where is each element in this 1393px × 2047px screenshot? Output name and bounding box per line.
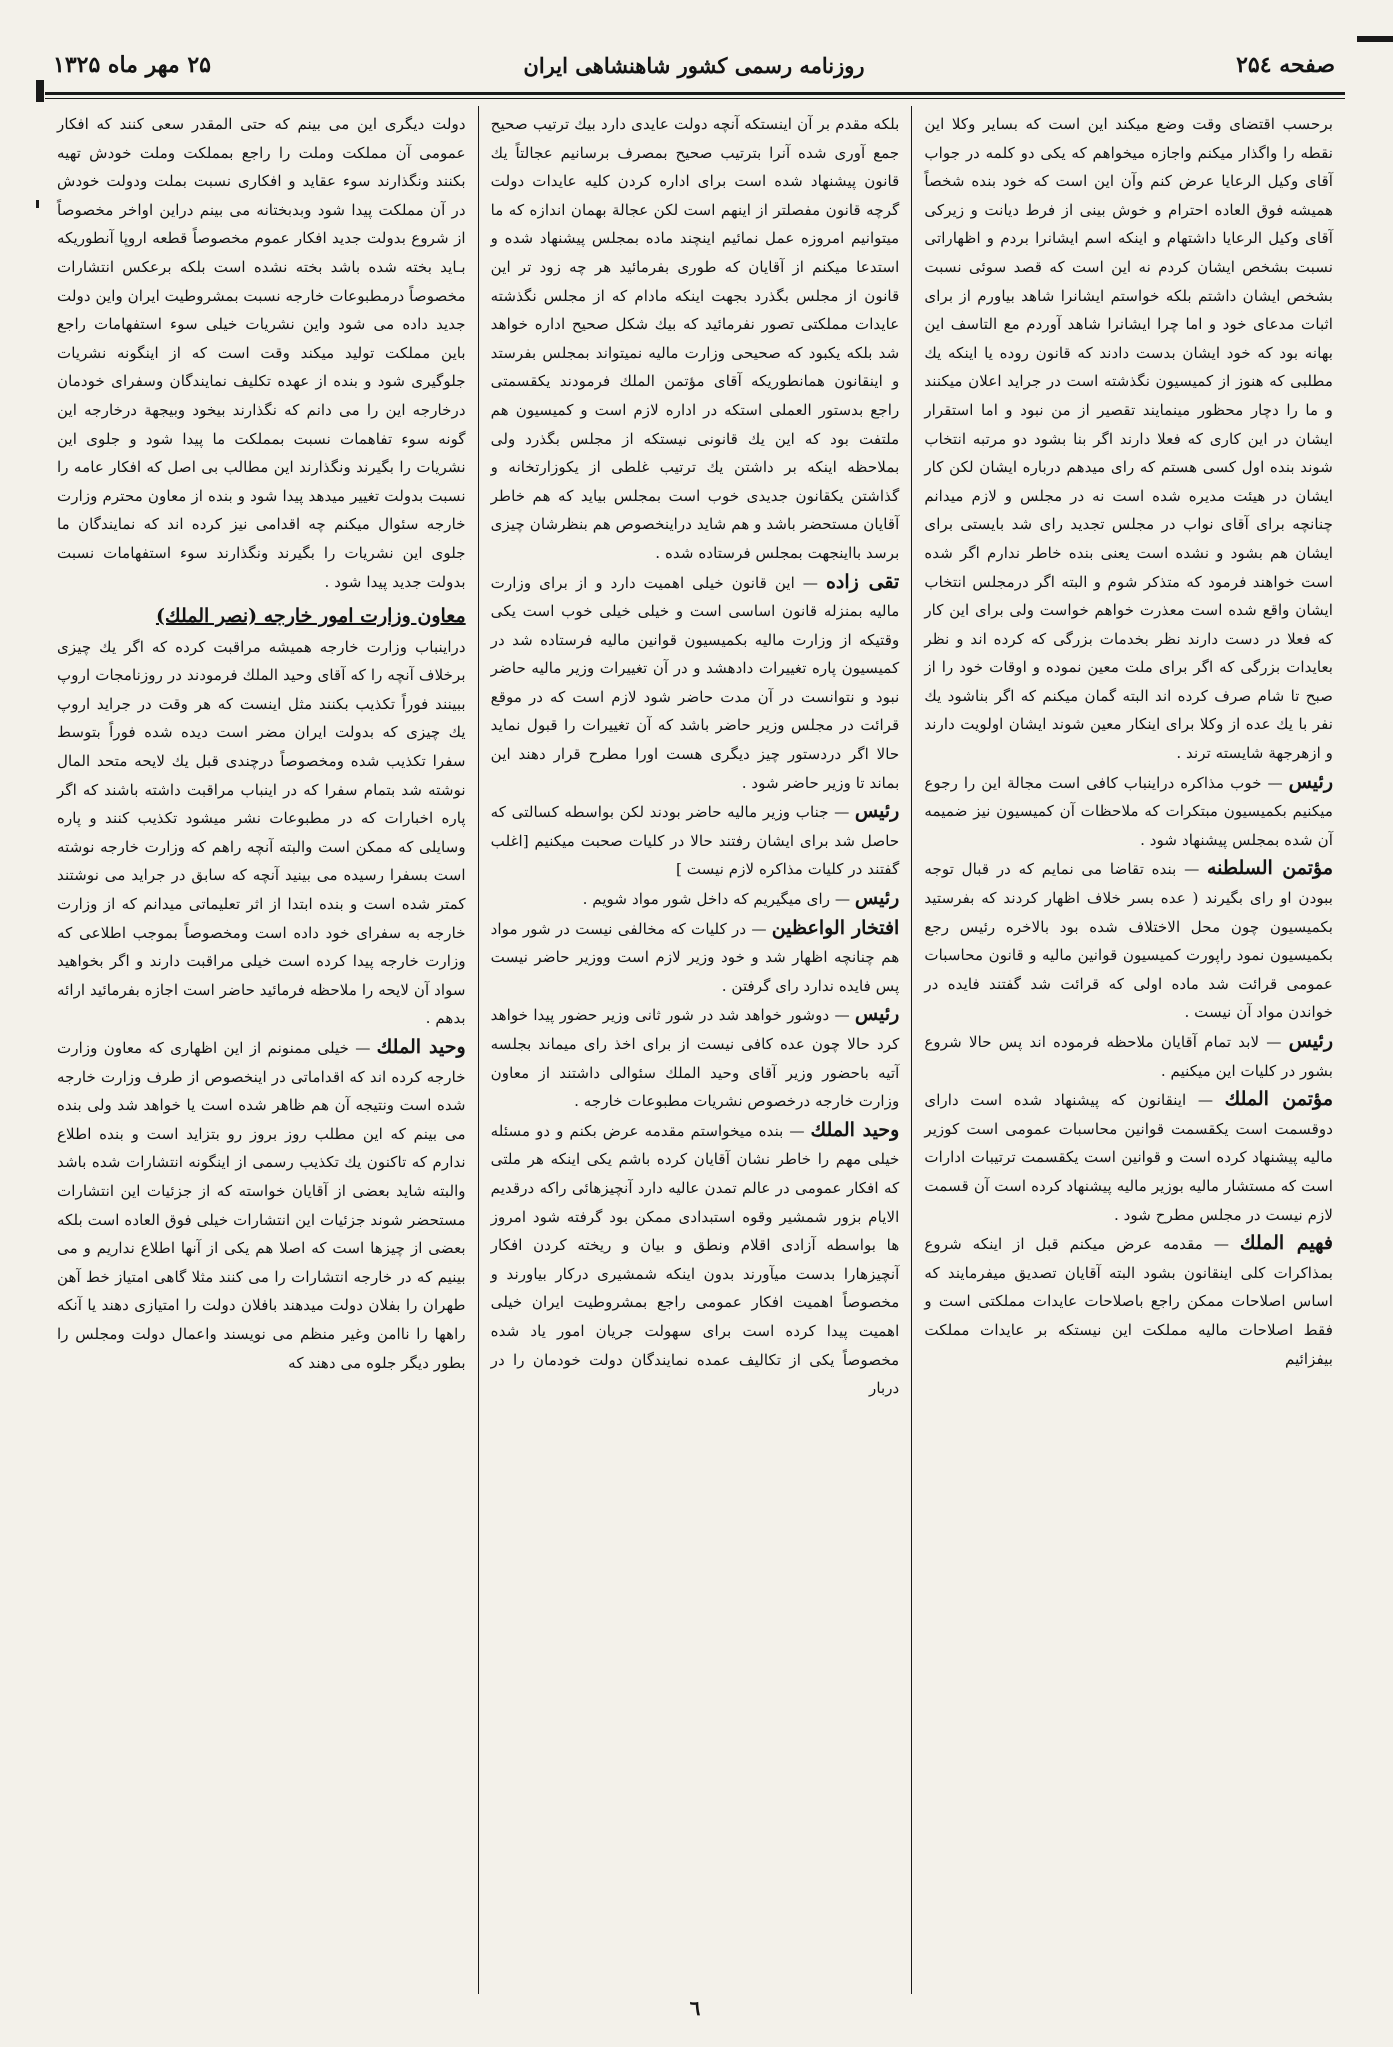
page-footer-marker: ٦ — [689, 1996, 701, 2020]
speech-paragraph — [491, 1116, 900, 1403]
speech-text: دوشور خواهد شد در شور ثانی وزیر حضور پیدا خواهد کرد حالا چون عده کافی نیست از برای اخذ رای میماند بجلسه آتیه باحضور وزیر آقای وحید الملك سئوالی داشتند از معاون وزارت خارجه درخصوص نشریات مطبوعات خارجه . — [490, 1006, 900, 1111]
body-paragraph: دراینباب وزارت خارجه همیشه مراقبت کرده که اگر یك چیزی برخلاف آنچه را که آقای وحید الملك فرمودند در روزنامجات اروپ ببینند فوراً تکذیب بکنند مثل اینست که هر وقت در جراید اروپ یك چیزی که بدولت ایران مضر است دیده شده فوراً بتوسط سفرا تکذیب شده ومخصوصاً درچندی قبل یك لایحه متحد المال نوشته شد بتمام سفرا که در اینباب مراقبت داشته باشند که اگر پاره اخبارات که در مطبوعات نشر میشود تکذیب کنند و پاره وسایلی که ممکن است والبته آنچه راهم که وزارت خارجه نوشته است بسفرا رسیده می بینید آنچه که سابق در جراید می نوشتند کمتر شده است و بنده ابتدا از اثر تعلیماتی میدانم که از وزارت خارجه به سفرای خود داده است ومخصوصاً بموجب اطلاعی که وزارت خارجه پیدا کرده است خیلی مراقبت دارند و اگر بخواهید سواد آن لایحه را ملاحظه فرمائید حاضر است اجازه بفرمائید ارائه بدهم . — [56, 637, 466, 1028]
speech-paragraph — [57, 1033, 466, 1377]
section-heading: معاون وزارت امور خارجه (نصر الملك) — [155, 605, 466, 628]
speaker-dash: — — [1259, 1033, 1289, 1051]
speaker-name: تقی زاده — [825, 570, 900, 593]
column-middle — [479, 106, 913, 1994]
column-right — [912, 106, 1345, 1994]
speaker-name: وحید الملك — [810, 1118, 900, 1141]
body-paragraph: برحسب اقتضای وقت وضع میکند این است که بساير وکلا این نقطه را واگذار میکنم واجازه میخواهم که یکی دو کلمه در جواب آقای وکیل الرعایا عرض کنم وآن این است که خود بنده شخصاً همیشه فوق العاده احترام و خوش بینی از فرط دیانت و زیرکی آقای وکیل الرعایا داشتهام و اینکه اسم ایشانرا بردم و اظهاراتی نسبت بشخص ایشان کردم نه این است که قصد سوئی نسبت بشخص ایشان داشتم بلکه خواستم ایشانرا شاهد بیاورم از برای اثبات مدعای خود و اما چرا ایشانرا شاهد آوردم مع التاسف این بهانه بود که خود ایشان بدست دادند که قانون روده یا اینکه یك مطلبی که هنوز از کمیسیون نگذشته است در جراید اعلان میکنند و ما را دچار محظور مینمایند تقصیر از من نبود و اما استقرار ایشان در این کاری که فعلا دارند اگر بنا بشود دو مرتبه انتخاب شوند بنده اول کسی هستم که رای میدهم درباره ایشان لکن کار ایشان در هیئت مدیره شده است نه در مجلس و لازم میدانم چنانچه برای آقای نواب در مجلس تجدید رای شد بایستی برای ایشان هم بشود و نشده است یعنی بنده خاطر ندارم اگر شده است خواهند فرمود که متذکر شوم و البته اگر درمجلس انتخاب ایشان واقع شده است معذرت خواهم خواست ولی برای این کار که فعلا در دست دارند نظر بخدمات بزرگی که کرده اند و نظر بعایدات بزرگی که اگر برای ملت معین نموده و اوقات خود را از صبح تا شام صرف کرده اند البته گمان میکنم که اگر بناشود یك نفر با یك عده از وکلا برای اینکار معین شوند ایشان اولویت دارند و ازهرجهة شایسته ترند . — [924, 115, 1333, 763]
speech-paragraph — [491, 914, 900, 1001]
speaker-name: رئیس — [854, 800, 900, 823]
speech-text: مقدمه عرض میکنم قبل از اینکه شروع بمذاکرات کلی اینقانون بشود البته آقایان تصدیق میفرمایند که اساس اصلاحات ممکن راجع باصلاحات عایدات مملکتی است و فقط اصلاحات مالیه مملکت این نیستکه بر عایدات مملکت بیفزائیم — [924, 1235, 1333, 1368]
speaker-dash: — — [830, 890, 855, 909]
speech-text: لابد تمام آقایان ملاحظه فرموده اند پس حالا شروع بشور در کلیات این میکنیم . — [924, 1033, 1333, 1080]
speaker-name: افتخار الواعظین — [771, 916, 900, 939]
speech-text: بنده تقاضا می نمایم که در قبال توجه ببودن او رای بگیرند ( عده بسر خلاف اظهار کردند که بفرستید بکمیسیون چون محل الاختلاف شده بود بالاخره رئیس رجع بکمیسیون نمود راپورت کمیسیون قوانین مالیه و قانون محاسبات عمومی قرائت شد ماده اولی که قرائت شد گفتند فایده در خواندن مواد آن نیست . — [924, 860, 1333, 1022]
speech-text: بنده میخواستم مقدمه عرض بکنم و دو مسئله خیلی مهم را خاطر نشان آقایان کرده باشم یکی اینکه هر ملتی که افکار عمومی در عالم تمدن عالیه دارد آنچیزهائی راکه درقدیم الایام بزور شمشیر وقوه استبدادی ممکن بود گرفته شود امروز ها بواسطه آزادی اقلام ونطق و بیان و ریخته کردن افکار آنچیزهارا بدست میآورند بدون اینکه شمشیری درکار بیاورند و مخصوصاً اهمیت افکار عمومی راجع بمشروطیت ایران خیلی اهمیت پیدا کرده است برای سهولت جریان امور یاد شده مخصوصاً یکی از تکالیف عمده نمایندگان دولت خودمان را در دربار — [490, 1121, 900, 1398]
speaker-name: وحید الملك — [376, 1036, 466, 1058]
scan-binding-mark-small — [36, 200, 39, 208]
speech-paragraph — [491, 797, 900, 884]
speaker-name: رئیس — [1288, 1030, 1333, 1052]
scan-binding-mark — [36, 80, 44, 102]
speaker-dash: — — [828, 803, 855, 822]
speech-paragraph — [491, 1000, 900, 1115]
speaker-dash: — — [1202, 1235, 1240, 1254]
header-rule-thin — [45, 98, 1345, 99]
speech-text: جناب وزیر مالیه حاضر بودند لکن بواسطه کسالتی که حاصل شد برای ایشان رفتند حالا در کلیات صحبت میکنیم [اغلب گفتند در کلیات مذاکره لازم نیست ] — [490, 803, 900, 879]
speech-text: اینقانون که پیشنهاد شده است دارای دوقسمت است یکقسمت قوانین محاسبات عمومی است کوزیر مالیه پیشنهاد کرده است و قوانین است یکقسمت ترتیبات ادارات است که مستشار مالیه بوزیر مالیه پیشنهاد کرده است آن قسمت لازم نیست در مجلس مطرح شود . — [924, 1091, 1333, 1224]
speech-text: خیلی ممنونم از این اظهاری که معاون وزارت خارجه کرده اند که اقداماتی در اینخصوص از طرف وزارت خارجه شده است ونتیجه آن هم ظاهر شده است یا خواهد شد ولی بنده می بینم که این مطلب روز بروز رو بتزاید است و بنده اطلاع ندارم که تاکنون یك تکذیب رسمی از اینگونه انتشارات شده باشد والبته شاید بعضی از آقایان خواسته که از جزئیات این انتشارات مستحضر شوند جزئیات این انتشارات خیلی فوق العاده است بلکه بعضی از چیزها است که اصلا هم یکی از آنها اطلاع نداریم و می بینیم که در خارجه انتشارات را می کنند مثلا گاهی امتیاز خط آهن طهران را بفلان دولت میدهند بافلان دولت را امتیازی دهند یا آنکه راهها را ناامن وغیر منظم می نویسند واعمال دولت ومجلس را بطور دیگر جلوه می دهند که — [56, 1039, 466, 1372]
speech-paragraph — [924, 1085, 1333, 1229]
speaker-dash: — — [783, 1121, 811, 1140]
scan-edge-mark — [1357, 36, 1393, 42]
speaker-dash: — — [349, 1039, 377, 1057]
speech-paragraph — [491, 568, 900, 798]
column-left — [45, 106, 479, 1994]
speaker-dash: — — [794, 573, 826, 592]
header-rule — [45, 92, 1345, 95]
speaker-name: رئیس — [1288, 770, 1333, 793]
speaker-dash: — — [746, 919, 772, 938]
speech-paragraph — [924, 768, 1333, 855]
speech-text: خوب مذاکره دراینباب کافی است مجالة این را رجوع میکنیم بکمیسیون مبتکرات که ملاحظات آن کمیسیون نیز ضمیمه آن شده بمجلس پیشنهاد شود . — [924, 773, 1333, 849]
speaker-dash: — — [1261, 773, 1289, 792]
speech-paragraph — [924, 1229, 1333, 1373]
speech-text: در کلیات که مخالفی نیست در شور مواد هم چنانچه اظهار شد و خود وزیر لازم است ووزیر حاضر نیست پس فایده ندارد رای گرفتن . — [490, 919, 900, 995]
speech-paragraph — [924, 854, 1333, 1027]
newspaper-page — [45, 40, 1345, 2030]
newspaper-title: روزنامه رسمی کشور شاهنشاهی ایران — [523, 52, 865, 78]
speaker-name: فهیم الملك — [1239, 1232, 1334, 1255]
speaker-name: مؤتمن السلطنه — [1206, 857, 1333, 880]
body-paragraph: دولت دیگری این می بینم که حتی المقدر سعی کنند که افکار عمومی آن مملکت وملت را راجع بمملکت وملت خودش تهیه بکنند ونگذارند سوء عقاید و افکاری نسبت بملت ودولت خودش در آن مملکت پیدا شود وبدبختانه می بینم دراین اواخر مخصوصاً از شروع بدولت جدید افکار عموم مخصوصاً قطعه اروپا آنطوریکه بـاید بخته شده باشد بخته نشده است بلکه برعکس انتشارات مخصوصاً درمطبوعات خارجه نسبت بمشروطیت ایران واین دولت جدید داده می شود واین نشریات خیلی سوء استفهامات راجع باین مملکت تولید میکند وقت است که از اینگونه نشریات جلوگیری شود و بنده از عهده تکلیف نمایندگان وسفرای خودمان درخارجه این را می دانم که نگذارند بیخود وبیجهة درخارجه این گونه سوء تفاهمات نسبت بمملکت ما پیدا شود و جلوی این نشریات را بگیرند ونگذارند این مطالب بی اصل که افکار عامه را نسبت بدولت تغییر میدهد پیدا شود و بنده از معاون محترم وزارت خارجه سئوال میکنم چه اقدامی نیز کرده اند که نمایندگان ما جلوی این نشریات را بگیرند ونگذارند سوء استفهامات نسبت بدولت جدید پیدا شود . — [56, 115, 466, 591]
speaker-name: مؤتمن الملك — [1224, 1088, 1333, 1111]
speech-paragraph — [924, 1027, 1333, 1085]
article-columns — [45, 106, 1345, 1994]
speaker-dash: — — [1186, 1091, 1225, 1110]
speaker-dash: — — [829, 1006, 855, 1025]
speech-text: رای میگیریم که داخل شور مواد شویم . — [582, 890, 831, 909]
speech-paragraph — [491, 884, 900, 914]
speaker-dash: — — [1176, 860, 1207, 879]
masthead — [45, 40, 1345, 90]
speech-text: این قانون خیلی اهمیت دارد و از برای وزارت مالیه بمنزله قانون اساسی است و خیلی خیلی خوب است یکی وقتیکه از وزارت مالیه بکمیسیون قوانین مالیه فرستاده شد در کمیسیون پاره تغییرات دادهشد و در آن تغییرات وزیر مالیه حاضر نبود و نتوانست در آن مدت حاضر شود لازم است که در موقع قرائت در مجلس وزیر حاضر باشد که آن تغییرات را قبول نماید حالا اگر دردستور چیز دیگری هست اورا مطرح قرار دهند این بماند تا وزیر حاضر شود . — [490, 573, 900, 792]
speaker-name: رئیس — [854, 887, 900, 910]
page-number: صفحه ۲۵٤ — [1236, 52, 1335, 78]
speaker-name: رئیس — [854, 1003, 900, 1026]
issue-date: ۲۵ مهر ماه ۱۳۲۵ — [53, 52, 211, 78]
body-paragraph: بلکه مقدم بر آن اینستکه آنچه دولت عایدی دارد بیك ترتیب صحیح جمع آوری شده آنرا بترتیب صحیح بمصرف برسانیم عجالتاً یك قانون پیشنهاد شده است برای اداره کردن کلیه عایدات دولت گرچه قانون مفصلتر از اینهم است لکن عجالة بهمان اندازه که ما میتوانیم امروزه عمل نمائیم اینچند ماده بمجلس پیشنهاد شده و استدعا میکنم از آقایان که طوری بفرمائید هر چه زود تر این قانون از مجلس بگذرد بجهت اینکه مادام که از مجلس نگذشته عایدات مملکتی تصور نفرمائید که بیك شکل صحیح اداره خواهد شد بلکه یکبود که صحیحی وزارت مالیه نمیتواند بمجلس بفرستد و اینقانون همانطوریکه آقای مؤتمن الملك فرمودند یکقسمتی راجع بدستور العملی استکه در اداره لازم است و کمیسیون هم ملتفت بود که این یك قانونی نیستکه از مجلس بگذرد ولی بملاحظه اینکه بر داشتن یك ترتیب غلطی از یکوزارتخانه و گذاشتن یکقانون جدیدی خوب است بمجلس بیاید که هم خاطر آقایان مستحضر باشد و هم شاید دراینخصوص هم بنظرشان چیزی برسد بااینجهت بمجلس فرستاده شده . — [490, 115, 900, 562]
